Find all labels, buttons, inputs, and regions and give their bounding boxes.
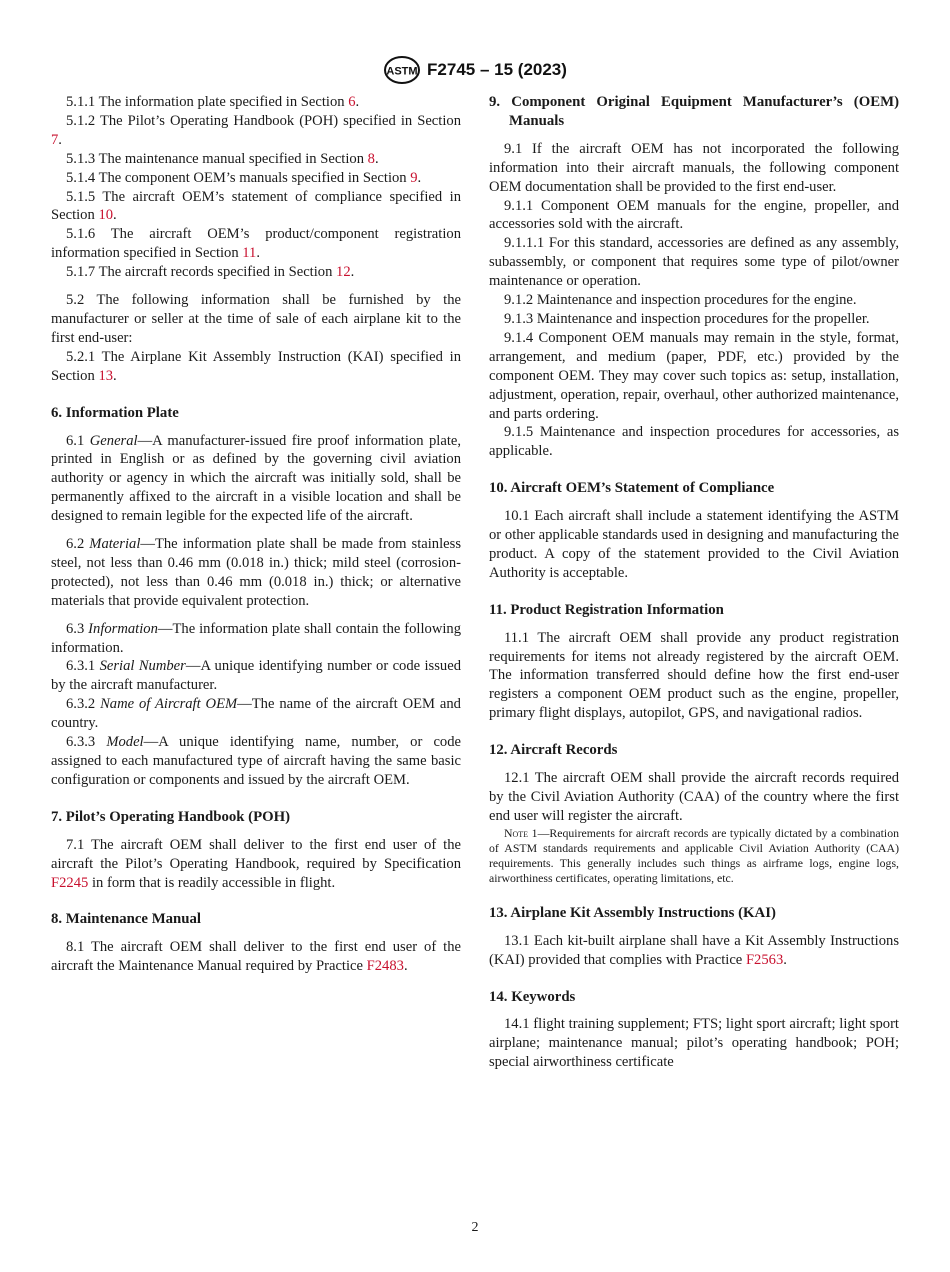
f2245-link[interactable]: F2245 — [51, 874, 89, 891]
paragraph-6-2: 6.2 Material—The information plate shall be made from stainless steel, not less than 0.46 mm (0.018 in.) thick; mild steel (corrosion-protected), not less than 0.46 mm (0.018 in.) thick; or alternative materials that provide equivalent protection. — [51, 536, 461, 609]
paragraph-12-1: 12.1 The aircraft OEM shall provide the aircraft records required by the Civil Aviation Authority (CAA) of the country where the first end user will register the aircraft. — [489, 770, 899, 824]
section-9-link[interactable]: 9 — [410, 169, 418, 186]
left-column — [51, 93, 461, 976]
paragraph-6-3-1: 6.3.1 Serial Number—A unique identifying number or code issued by the aircraft manufacturer. — [51, 658, 461, 694]
paragraph-5-2-1: 5.2.1 The Airplane Kit Assembly Instruction (KAI) specified in Section 13. — [51, 348, 461, 384]
paragraph-6-3-2: 6.3.2 Name of Aircraft OEM—The name of the aircraft OEM and country. — [51, 696, 461, 732]
heading-section-8: 8. Maintenance Manual — [51, 911, 202, 928]
page-header — [0, 55, 950, 90]
note-1: Note 1—Requirements for aircraft records are typically dictated by a combination of ASTM standards requirements and applicable Civil Aviation Authority (CAA) requirements. This generally includes such things as airframe logs, engine logs, airworthiness certificates, operating limitations, etc. — [489, 825, 900, 885]
paragraph-6-1: 6.1 General—A manufacturer-issued fire proof information plate, printed in English or as defined by the governing civil aviation authority or agency in which the aircraft was initially sold, shall be permanently affixed to the aircraft in a visible location and shall be designed to remain legible for the expected life of the aircraft. — [51, 432, 462, 525]
section-10-link[interactable]: 10 — [98, 207, 114, 224]
f2483-link[interactable]: F2483 — [366, 958, 404, 975]
paragraph-10-1: 10.1 Each aircraft shall include a statement identifying the ASTM or other applicable standards used in designing and manufacturing the product. A copy of the statement provided to the Civil Aviation Authority is acceptable. — [489, 508, 899, 581]
paragraph-9-1: 9.1 If the aircraft OEM has not incorporated the following information into their aircraft manuals, the following component OEM documentation shall be provided to the first end-user. — [489, 140, 899, 195]
svg-text:ASTM: ASTM — [386, 65, 418, 78]
paragraph-9-1-5: 9.1.5 Maintenance and inspection procedures for accessories, as applicable. — [489, 424, 899, 460]
paragraph-7-1: 7.1 The aircraft OEM shall deliver to the first end user of the aircraft the Pilot’s Operating Handbook, required by Specification F2245 in form that is readily accessible in flight. — [51, 836, 461, 891]
heading-section-12: 12. Aircraft Records — [489, 742, 618, 759]
paragraph-5-1-5: 5.1.5 The aircraft OEM’s statement of compliance specified in Section 10. — [51, 188, 461, 224]
section-12-link[interactable]: 12 — [336, 264, 351, 281]
standard-designation: F2745 – 15 (2023) — [427, 60, 567, 79]
page-number: 2 — [471, 1220, 479, 1235]
paragraph-5-1-7: 5.1.7 The aircraft records specified in Section 12. — [66, 264, 355, 281]
section-13-link[interactable]: 13 — [98, 367, 114, 384]
heading-section-11: 11. Product Registration Information — [489, 601, 724, 618]
section-6-link[interactable]: 6 — [348, 94, 356, 110]
paragraph-5-2: 5.2 The following information shall be furnished by the manufacturer or seller at the time of sale of each airplane kit to the first end-user: — [51, 292, 461, 346]
paragraph-8-1: 8.1 The aircraft OEM shall deliver to the first end user of the aircraft the Maintenance Manual required by Practice F2483. — [51, 939, 461, 975]
paragraph-9-1-1: 9.1.1 Component OEM manuals for the engine, propeller, and accessories sold with the aircraft. — [489, 197, 899, 233]
paragraph-9-1-2: 9.1.2 Maintenance and inspection procedures for the engine. — [504, 292, 857, 309]
astm-logo-icon — [383, 55, 421, 85]
section-8-link[interactable]: 8 — [367, 150, 375, 167]
right-column — [489, 93, 899, 1072]
paragraph-13-1: 13.1 Each kit-built airplane shall have a Kit Assembly Instructions (KAI) provided that complies with Practice F2563. — [489, 932, 899, 968]
heading-section-9: 9. Component Original Equipment Manufacturer’s (OEM) Manuals — [489, 94, 899, 129]
paragraph-5-1-3: 5.1.3 The maintenance manual specified in Section 8. — [66, 150, 379, 167]
heading-section-6: 6. Information Plate — [51, 404, 179, 421]
heading-section-10: 10. Aircraft OEM’s Statement of Compliance — [489, 480, 775, 497]
paragraph-5-1-1: 5.1.1 The information plate specified in Section 6. — [66, 94, 360, 110]
paragraph-6-3: 6.3 Information—The information plate shall contain the following information. — [51, 620, 462, 656]
paragraph-9-1-3: 9.1.3 Maintenance and inspection procedures for the propeller. — [504, 310, 870, 327]
heading-section-7: 7. Pilot’s Operating Handbook (POH) — [51, 808, 291, 825]
f2563-link[interactable]: F2563 — [745, 951, 784, 968]
heading-section-14: 14. Keywords — [489, 988, 576, 1005]
paragraph-9-1-1-1: 9.1.1.1 For this standard, accessories are defined as any assembly, subassembly, or component that requires some type of pilot/owner maintenance or operation. — [489, 235, 899, 290]
paragraph-6-3-3: 6.3.3 Model—A unique identifying name, number, or code assigned to each manufactured type of aircraft having the same basic configuration or components and issued by the aircraft OEM. — [51, 734, 461, 788]
paragraph-5-1-6: 5.1.6 The aircraft OEM’s product/component registration information specified in Section 11. — [51, 226, 461, 262]
section-7-link[interactable]: 7 — [51, 131, 59, 148]
paragraph-14-1: 14.1 flight training supplement; FTS; light sport aircraft; light sport airplane; maintenance manual; pilot’s operating handbook; POH; special airworthiness certificate — [489, 1016, 899, 1071]
paragraph-5-1-4: 5.1.4 The component OEM’s manuals specified in Section 9. — [66, 169, 422, 186]
paragraph-5-1-2: 5.1.2 The Pilot’s Operating Handbook (POH) specified in Section 7. — [51, 112, 461, 148]
heading-section-13: 13. Airplane Kit Assembly Instructions (KAI) — [489, 904, 776, 921]
paragraph-11-1: 11.1 The aircraft OEM shall provide any product registration requirements for items not already registered by the aircraft OEM. The information transferred should define how the first end-user registers a component OEM product such as the engine, propeller, primary flight displays, autopilot, GPS, and navigational radios. — [489, 629, 899, 722]
section-11-link[interactable]: 11 — [242, 245, 257, 262]
paragraph-9-1-4: 9.1.4 Component OEM manuals may remain in the style, format, arrangement, and medium (paper, PDF, etc.) provided by the component OEM. They may cover such topics as: setup, installation, adjustment, operation, repair, overhaul, other authorized maintenance, and parts ordering. — [489, 329, 899, 422]
